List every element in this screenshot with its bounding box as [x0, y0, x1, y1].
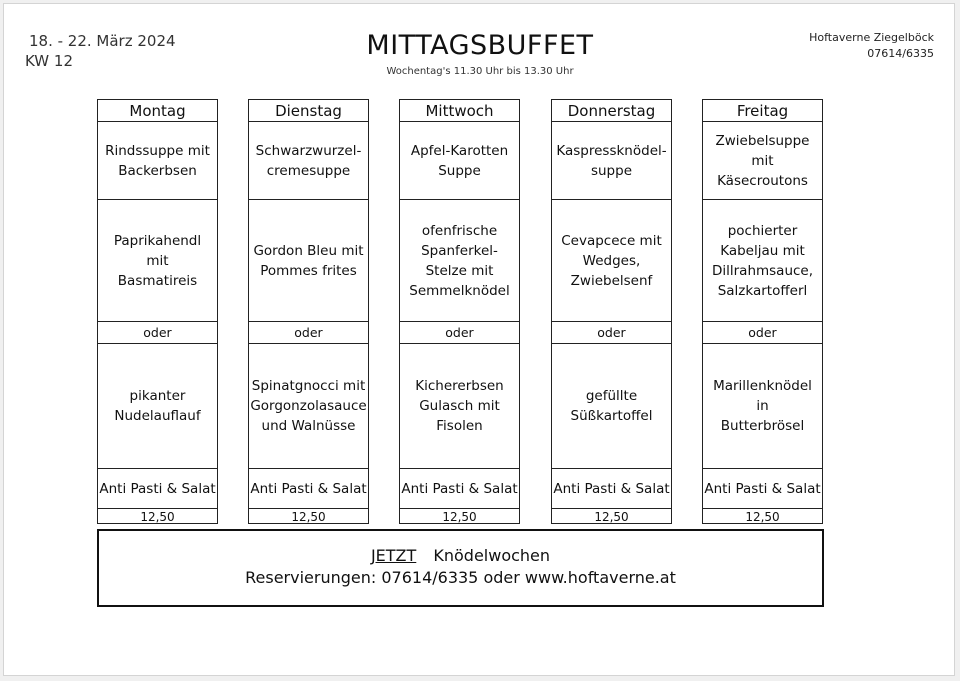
day-column	[551, 99, 672, 524]
soup-cell-line: Suppe	[438, 162, 481, 179]
main-dish-cell-line: pochierter	[727, 222, 798, 239]
alternative-dish-cell	[249, 344, 368, 469]
or-label: oder	[703, 322, 822, 344]
day-header: Dienstag	[249, 100, 368, 122]
main-dish-cell-line: Pommes frites	[260, 262, 357, 279]
soup-cell-line: Backerbsen	[118, 162, 197, 179]
price-cell: 12,50	[745, 509, 780, 524]
promo-text: Knödelwochen	[433, 546, 551, 565]
salad-cell: Anti Pasti & Salat	[703, 469, 822, 509]
day-column	[248, 99, 369, 524]
alternative-dish-cell-line: Spinatgnocci mit	[251, 378, 366, 394]
soup-cell-line: Rindssuppe mit	[105, 142, 210, 159]
main-dish-cell-line: Salzkartofferl	[717, 282, 808, 299]
main-dish-cell-line: Basmatireis	[117, 272, 198, 289]
soup-cell	[400, 122, 519, 200]
alternative-dish-cell-line: Gorgonzolasauce	[250, 398, 367, 414]
main-dish-cell-line: Dillrahmsauce,	[711, 262, 814, 279]
main-dish-cell-line: Wedges,	[582, 252, 641, 269]
business-name: Hoftaverne Ziegelböck	[809, 31, 934, 44]
alternative-dish-cell-line: Marillenknödel in	[713, 378, 812, 414]
alternative-dish-cell-line: Butterbrösel	[720, 418, 805, 434]
alternative-dish-cell-line: Süßkartoffel	[570, 408, 653, 424]
soup-cell-line: Schwarzwurzel-	[255, 142, 362, 159]
business-phone: 07614/6335	[867, 47, 934, 60]
main-dish-cell-line: Stelze mit	[425, 262, 494, 279]
day-column	[399, 99, 520, 524]
main-dish-cell-line: Spanferkel-	[421, 242, 498, 259]
day-header: Montag	[98, 100, 217, 122]
main-dish-cell	[98, 200, 217, 322]
menu-page	[3, 3, 955, 676]
or-label: oder	[98, 322, 217, 344]
main-dish-cell-line: ofenfrische	[421, 222, 498, 239]
day-column	[97, 99, 218, 524]
soup-cell-line: Apfel-Karotten	[410, 142, 509, 159]
main-dish-cell-line: Kabeljau mit	[720, 242, 805, 259]
alternative-dish-cell-line: gefüllte	[585, 388, 638, 404]
alternative-dish-cell-line: Nudelauflauf	[114, 408, 201, 424]
calendar-week: KW 12	[25, 52, 73, 70]
alternative-dish-cell	[98, 344, 217, 469]
main-dish-cell	[249, 200, 368, 322]
day-header: Donnerstag	[552, 100, 671, 122]
price-cell: 12,50	[140, 509, 175, 524]
alternative-dish-cell-line: Kichererbsen	[415, 378, 504, 394]
soup-cell-line: cremesuppe	[266, 162, 351, 179]
or-label: oder	[552, 322, 671, 344]
price-cell: 12,50	[291, 509, 326, 524]
alternative-dish-cell-line: pikanter	[129, 388, 186, 404]
soup-cell-line: suppe	[590, 162, 633, 179]
day-column	[702, 99, 823, 524]
promo-box	[97, 529, 824, 607]
main-dish-cell-line: Gordon Bleu mit	[253, 242, 364, 259]
price-cell: 12,50	[594, 509, 629, 524]
soup-cell	[703, 122, 822, 200]
salad-cell: Anti Pasti & Salat	[552, 469, 671, 509]
alternative-dish-cell	[703, 344, 822, 469]
alternative-dish-cell	[552, 344, 671, 469]
main-dish-cell	[703, 200, 822, 322]
main-dish-cell-line: Semmelknödel	[409, 282, 510, 299]
serving-hours: Wochentag's 11.30 Uhr bis 13.30 Uhr	[386, 66, 574, 77]
soup-cell	[249, 122, 368, 200]
alternative-dish-cell-line: Fisolen	[436, 418, 483, 434]
or-label: oder	[400, 322, 519, 344]
salad-cell: Anti Pasti & Salat	[400, 469, 519, 509]
business-info	[809, 30, 934, 62]
page-title: MITTAGSBUFFET	[366, 30, 594, 61]
soup-cell-line: Kaspressknödel-	[556, 142, 667, 159]
soup-cell	[98, 122, 217, 200]
salad-cell: Anti Pasti & Salat	[249, 469, 368, 509]
soup-cell	[552, 122, 671, 200]
or-label: oder	[249, 322, 368, 344]
main-dish-cell	[400, 200, 519, 322]
soup-cell-line: mit Käsecroutons	[717, 152, 808, 189]
alternative-dish-cell	[400, 344, 519, 469]
salad-cell: Anti Pasti & Salat	[98, 469, 217, 509]
alternative-dish-cell-line: und Walnüsse	[261, 418, 356, 434]
price-cell: 12,50	[442, 509, 477, 524]
main-dish-cell-line: Zwiebelsenf	[570, 272, 653, 289]
soup-cell-line: Zwiebelsuppe	[715, 132, 810, 149]
main-dish-cell-line: Paprikahendl mit	[113, 232, 202, 269]
day-header: Mittwoch	[400, 100, 519, 122]
reservation-text: Reservierungen: 07614/6335 oder www.hoftaverne.at	[245, 568, 676, 587]
main-dish-cell	[552, 200, 671, 322]
now-label: JETZT	[370, 546, 417, 565]
date-range: 18. - 22. März 2024	[29, 32, 176, 50]
day-header: Freitag	[703, 100, 822, 122]
main-dish-cell-line: Cevapcece mit	[561, 232, 662, 249]
alternative-dish-cell-line: Gulasch mit	[419, 398, 500, 414]
